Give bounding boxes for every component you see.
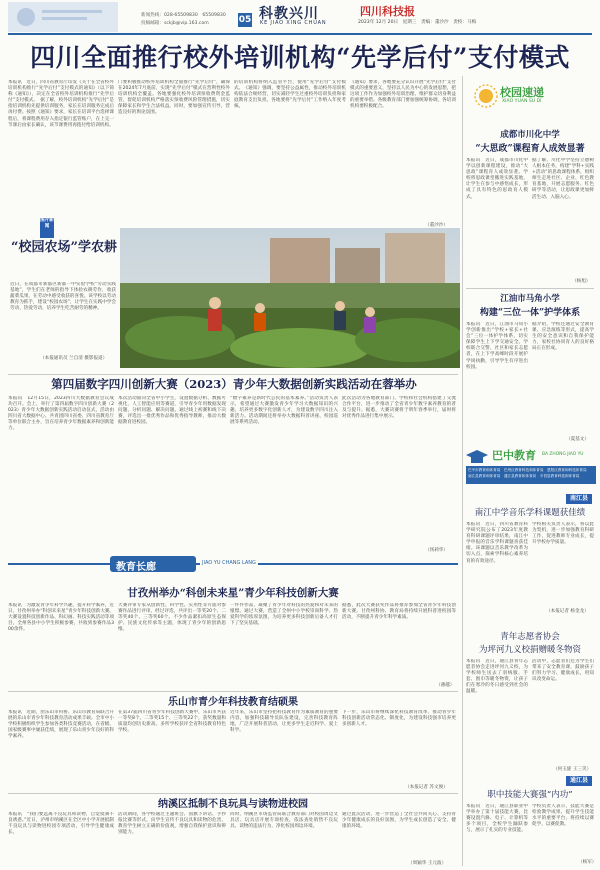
nanjiang-county-tag: 南江县 <box>566 494 592 504</box>
nanjiang-col-1: 本报讯 近日，四川省教育科学研究院公布了2023年度教育科研课题评审结果，南江中学申报的音乐学科课题喜获佳绩。该课题以音乐教学改革为切入点，探索学科核心素养培育的有效途径。 <box>466 522 528 564</box>
contact-phone: 新闻热线：028-65509830 65509830 <box>141 13 226 18</box>
divider <box>8 374 458 375</box>
naxi-headline: 纳溪区抵制不良玩具与读物进校园 <box>158 799 308 810</box>
chuanhua-col-2: 据了解，川化中学坚持立德树人根本任务，构建“学科+实践+活动”的思政课程体系，组织师生走进社区、企业、红色教育基地，开展志愿服务、红色研学等活动，让思政课更加鲜活生动、入脑入心。 <box>532 158 594 200</box>
photo-news-tag: 图片新闻 <box>40 218 54 238</box>
tongjiang-skill-title: 职中技能大赛强“内功” <box>487 790 573 800</box>
column-divider <box>462 76 463 866</box>
education-corner-banner <box>8 556 458 574</box>
divider <box>8 691 458 692</box>
lead-col-1: 本报讯 近日，四川省教育厅印发《关于在全省校外培训机构推行“先学后付”支付模式的通知》（以下简称《通知》），决定在全省校外培训机构推行“先学后付”支付模式。 据了解，校外培训机构“先学后付”是指培训机构先提供培训服务，家长在培训服务完成后再付费。按照《通知》要求，家长在培训平台选择课程后，将课程费用存入指定银行监管账户，在上完一节课后由家长确认，该节课费用再拨付给培训机构。 <box>8 80 114 128</box>
campus-express-title: 校园速递 <box>500 86 544 99</box>
naxi-col-4: 通过此次活动，进一步营造了全社会共同关心、支持青少年健康成长的良好氛围，为学生成长创造了安全、健康的环境。 <box>342 812 456 830</box>
section-pinyin: KE JIAO XING CHUAN <box>260 20 327 26</box>
lead-headline: 四川全面推行校外培训机构“先学后付”支付模式 <box>30 43 570 72</box>
leshan-col-4: 下一步，乐山市将继续深化科技教育改革，推动青少年科技创新活动常态化、制度化，为建设科技强市培养更多创新人才。 <box>342 710 456 728</box>
chuanhua-title-line1: 成都市川化中学 <box>500 130 560 140</box>
campus-express-pinyin: XIAO YUAN SU DI <box>502 99 542 104</box>
nanjiang-title: 南江中学音乐学科课题获佳绩 <box>474 508 586 518</box>
ganzi-col-3: 一件件作品，凝聚了青少年对科技的热爱和对未来的憧憬。通过大赛，营造了全州中小学校崇尚科学、热爱科学的浓厚氛围，为培养更多科技创新后备人才打下了坚实基础。 <box>230 603 338 627</box>
volunteer-col-1: 本报讯 近日，通江县青年志愿者协会走进坪河九义校，为学校师生送去了羽绒服、手套、围巾等暖冬物资，让孩子们在寒冷的冬日感受到社会的温暖。 <box>466 659 528 695</box>
jiangyou-col-1: 本报讯 近日，江油市马角小学创新推出“学校+家长+社会”三位一体护学体系，切实保障学生上下学交通安全。学校联合交警、社区和家长志愿者，在上下学高峰时段开展护学岗执勤，引导学生有序进出校园。 <box>466 322 528 370</box>
divider <box>466 288 594 289</box>
volunteer-credit: （何玉旋 王三笑） <box>553 767 592 772</box>
header-logo-area <box>8 2 118 32</box>
bazhong-sub-bar <box>466 466 596 484</box>
ganzi-credit: （薄越） <box>436 683 455 688</box>
school-farm-photo-icon <box>120 228 460 368</box>
bazhong-logo-title: 巴中教育 <box>492 449 536 462</box>
education-corner-pinyin: JIAO YU CHANG LANG <box>202 560 256 566</box>
naxi-col-3: 同时，纳溪区市场监管局联合教育部门对校园周边文具店、玩具店开展专项检查，依法查处销售不良玩具、读物的违法行为，净化校园周边环境。 <box>230 812 338 830</box>
divider <box>8 793 458 794</box>
jiangyou-title-line2: 构建“三位一体”护学体系 <box>479 308 581 318</box>
farm-photo <box>120 228 460 368</box>
ganzi-col-1: 本报讯 为激发青少年科学兴趣，提升科学素养，近日，甘孜州举办“科创未来星”青少年科技创新大赛。大赛设置科技创新作品、科幻画、科技实践活动等项目，全州各县中小学生积极参赛，共收到参赛作品300余件。 <box>8 603 114 633</box>
naxi-credit: （周颖华 王元波） <box>408 861 447 866</box>
naxi-col-2: 活动期间，各学校通过主题班会、国旗下讲话、手抄报比赛等形式，向学生宣传不良玩具和读物的危害，教育学生树立正确的价值观，增强自我保护意识和辨别能力。 <box>118 812 226 836</box>
bazhong-education-logo <box>466 446 596 492</box>
tongjiang-skill-col-1: 本报讯 近日，通江县职业中学举办了第十届技能大赛，比赛设置汽修、电子、计算机等多个项目，全校学生踊跃参与，展示了扎实的专业技能。 <box>466 804 528 834</box>
sun-icon <box>474 84 498 108</box>
page-number: 05 <box>238 15 252 25</box>
photo-news-body: 近日，在成都市新都区新都一中实验学校“劳动实践基地”，学生们在老师的指导下体验农耕劳作，收获蔬菜瓜果，在劳动中感受收获的喜悦。该学校以劳动教育为抓手，建设“校园农场”，让学生在实践中学会劳动、热爱劳动，培养学生吃苦耐劳的精神。 <box>10 282 116 312</box>
contact-email: 投稿邮箱：sckjb@vip.163.com <box>141 21 209 26</box>
volunteer-col-2: 活动中，志愿者们还为学生们带来了安全教育课，鼓励孩子们努力学习、健康成长，用知识改变命运。 <box>532 659 594 683</box>
photo-news-credit: （本报通讯员 兰自清 摄影报道） <box>40 356 108 361</box>
campus-express-logo <box>474 82 584 112</box>
chuanhua-credit: （杨旭） <box>572 279 591 284</box>
tongjiang-skill-credit: （杨军） <box>578 860 597 865</box>
tongjiang-county-tag: 通江县 <box>566 776 592 786</box>
leshan-col-2: 在第37届四川省青少年科技创新大赛中，乐山市共获一等奖8个、二等奖15个、三等奖22个，获奖数量和质量均创历史新高。多所学校获评全省科技教育特色学校。 <box>118 710 226 734</box>
bazhong-logo-pinyin: BA ZHONG JIAO YU <box>542 452 584 457</box>
contest-headline: 第四届数字四川创新大赛（2023）青少年大数据创新实践活动在蓉举办 <box>51 377 417 391</box>
leshan-col-1: 本报讯 近期，由乐山市科协、乐山市教育局联合开展的乐山市青少年科技教育活动成果丰硕。全市中小学校积极组织学生参加各类科技竞赛活动，在省级、国家级赛事中屡获佳绩，展现了乐山青少年良好的科学素养。 <box>8 710 114 740</box>
lead-col-4: 《通知》要求，各地要充分认识开展“先学后付”支付模式的重要意义，坚持以人民为中心的发展思想，把这项工作作为加强校外培训治理、维护群众切身利益的重要举措。各级教育部门要加强统筹协调，各培训机构要积极配合。 <box>350 80 456 110</box>
chuanhua-col-1: 本报讯 近日，成都市川化中学以创新课程建设，推动“大思政”课程育人成效显著。学校将思政课堂搬进实践基地，让学生在参与中感悟成长，形成了具有特色的思政育人模式。 <box>466 158 528 200</box>
nanjiang-col-2: 学校相关负责人表示，将以此为契机，进一步加强教育科研工作，促进教师专业成长，提升学校办学质量。 <box>532 522 594 546</box>
education-corner-label: 教育长廊 <box>116 562 156 573</box>
banner-pill <box>110 556 196 572</box>
chuanhua-title-line2: “大思政”课程育人成效显著 <box>475 144 585 154</box>
issue-meta: 2023年 12月 20日 星期三 责编：董沙沙 责校：马梅 <box>358 20 477 25</box>
section-title: 科教兴川 <box>259 6 319 22</box>
lead-col-2: 门要积极推动校外培训机构全面推行“先学后付”，确保在2024年7月底前，实现“先学后付”模式在营利性校外培训机构全覆盖。各地要强化校外培训预收费资金监管，督促培训机构严格落实预收费风险管理措施，切实保障家长和学生合法权益。同时，要加强宣传引导，营造良好的舆论氛围。 <box>118 80 230 116</box>
lead-credit: （董沙沙） <box>425 223 448 228</box>
ganzi-col-4: 据悉，此次大赛获奖作品将推荐参加全省青少年科技创新大赛。甘孜州科协、教育局将持续开展科普进校园等活动，不断提升青少年科学素质。 <box>342 603 456 621</box>
contest-col-4: 此次活动为各地教育部门、学校和社会机构搭建了交流合作平台，进一步推动了全省青少年数字素养教育的普及与提升。据悉，大赛决赛将于明年春季举行，届时将对优秀作品进行集中展示。 <box>342 396 456 420</box>
volunteer-title-line2: 为坪河九义校捐赠暖冬物资 <box>478 645 581 655</box>
leshan-headline: 乐山市青少年科技教育结硕果 <box>168 697 298 708</box>
ganzi-col-2: 大赛评审专家从创新性、科学性、实用性等方面对参赛作品进行评审。经过评选，共评出一等奖20个、二等奖40个、三等奖60个。不少作品紧扣高原生态保护、民族文化传承等主题，体现了青少年的创新思维。 <box>118 603 226 633</box>
graduation-cap-icon <box>466 448 488 466</box>
ganzi-headline: 甘孜州举办“科创未来星”青少年科技创新大赛 <box>127 587 339 599</box>
volunteer-title-line1: 青年志愿者协会 <box>500 632 560 642</box>
contest-col-2: 本次活动面向全省中小学生，设置数据分析、数据可视化、人工智能应用等赛道，引导青少年用数据发现问题、分析问题、解决问题。通过线上初赛和线下决赛，评选出一批优秀作品和优秀指导教师，推动大数据教育进校园。 <box>118 396 226 426</box>
decorative-banner-icon <box>8 2 118 32</box>
lead-col-3: 的培训机构将纳入监管平台，使用“先学后付”支付模式。 《通知》强调，要坚持公益属性，推动校外培训机构依法合规经营，切实减轻学生过重校外培训负担和家庭教育支出负担。各地要将“先学后付”工作纳入年度考核。 <box>234 80 346 110</box>
contest-credit: （汤莉华） <box>425 548 448 553</box>
bazhong-sub-text: 巴中市教育和体育局 巴州区教育科技和体育局 恩阳区教育和科技体育局 南江县教育和体育局 通江县教育和体育局 平昌县教育科技和体育局 <box>468 468 587 478</box>
jiangyou-credit: （夏基文） <box>566 437 589 442</box>
photo-news-title: “校园农场”学农耕 <box>11 240 117 255</box>
jiangyou-col-2: 据介绍，学校还通过安全教育课、应急演练等形式，提高学生的安全意识和自我保护能力，家校社协同育人的良好格局正在形成。 <box>532 322 594 352</box>
leshan-credit: （本报记者 苏文俊） <box>405 785 448 790</box>
header-rule <box>8 33 592 35</box>
naxi-col-1: 本报讯 “我们要远离不良玩具和读物，自觉抵制不良诱惑。”近日，泸州市纳溪区在全区中小学开展抵制不良玩具与读物进校园专项活动，引导学生健康成长。 <box>8 812 114 836</box>
leshan-col-3: 近年来，乐山市坚持把科技教育作为素质教育的重要内容，加强科技辅导员队伍建设，完善科技教育阵地，广泛开展科普活动，让更多学生走近科学、爱上科学。 <box>230 710 338 734</box>
contest-col-3: “数字素养是新时代公民的基本素养。”活动负责人表示，希望通过大赛激发青少年学习大数据知识的兴趣，培养更多数字化创新人才，为建设数字四川注入新活力。活动期间还将举办大数据科普讲座、校园巡展等系列活动。 <box>230 396 338 426</box>
contest-col-1: 本报讯 12月15日，2023四川大数据教育会议成功召开。会上，举行了第四届数字四川创新大赛（2023）青少年大数据创新实践活动启动仪式，活动由四川省大数据中心、共青团四川省委、四川省教育厅等单位联合主办，旨在培养青少年数据素养和创新能力。 <box>8 396 114 432</box>
jiangyou-title-line1: 江油市马角小学 <box>500 294 560 304</box>
nanjiang-credit: （本报记者 杨金龙） <box>546 609 589 614</box>
newspaper-name: 四川科技报 <box>360 5 415 18</box>
tongjiang-skill-col-2: 学校负责人表示，技能大赛是检验教学成果、提升学生技能水平的重要平台，将持续以赛促学、以赛促教。 <box>532 804 594 828</box>
